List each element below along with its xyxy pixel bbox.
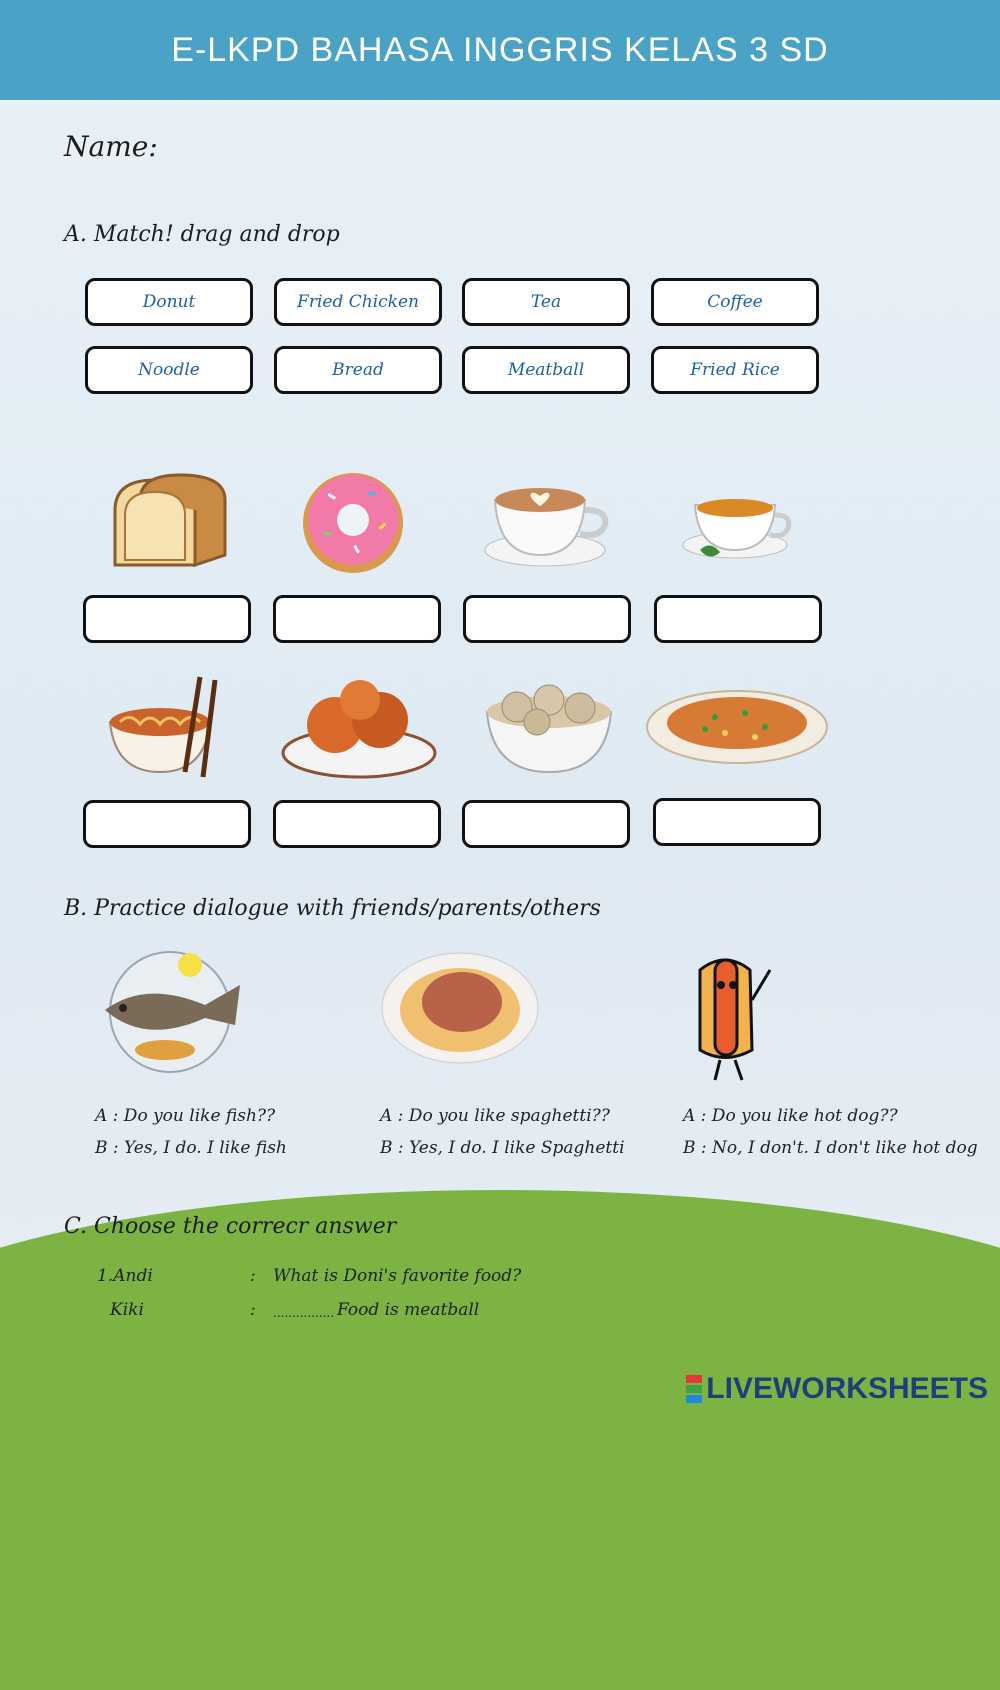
fish-image: [95, 950, 250, 1075]
section-b-title: B. Practice dialogue with friends/parents/others: [64, 896, 601, 921]
q1-speaker-1: 1.Andi: [97, 1266, 153, 1286]
name-label: Name:: [64, 130, 158, 163]
section-c-title: C. Choose the correcr answer: [64, 1214, 397, 1239]
brand-name: LIVEWORKSHEETS: [706, 1372, 988, 1405]
fried-rice-image: [645, 685, 830, 765]
word-tea[interactable]: Tea: [462, 278, 630, 326]
fried-chicken-image: [280, 675, 438, 780]
dialogue-3-a: A : Do you like hot dog??: [683, 1106, 898, 1126]
section-a-title: A. Match! drag and drop: [64, 222, 340, 247]
drop-box-coffee[interactable]: [463, 595, 631, 643]
q1-colon-1: :: [250, 1266, 256, 1286]
bread-image: [95, 470, 240, 570]
word-meatball[interactable]: Meatball: [462, 346, 630, 394]
drop-box-fried-chicken[interactable]: [273, 800, 441, 848]
page-title: E-LKPD BAHASA INGGRIS KELAS 3 SD: [171, 30, 829, 69]
dialogue-2-a: A : Do you like spaghetti??: [380, 1106, 610, 1126]
q1-answer-blank[interactable]: ................: [273, 1306, 335, 1320]
drop-box-meatball[interactable]: [462, 800, 630, 848]
dialogue-1-b: B : Yes, I do. I like fish: [95, 1138, 287, 1158]
word-noodle[interactable]: Noodle: [85, 346, 253, 394]
word-coffee[interactable]: Coffee: [651, 278, 819, 326]
q1-answer-text: Food is meatball: [337, 1300, 480, 1320]
dialogue-1-a: A : Do you like fish??: [95, 1106, 276, 1126]
dialogue-3-b: B : No, I don't. I don't like hot dog: [683, 1138, 978, 1158]
green-hill-background: [0, 1190, 1000, 1690]
hot-dog-image: [680, 950, 780, 1090]
drop-box-noodle[interactable]: [83, 800, 251, 848]
q1-speaker-2: Kiki: [110, 1300, 144, 1320]
noodle-image: [105, 672, 235, 782]
drop-box-bread[interactable]: [83, 595, 251, 643]
word-bread[interactable]: Bread: [274, 346, 442, 394]
word-donut[interactable]: Donut: [85, 278, 253, 326]
spaghetti-image: [380, 950, 540, 1065]
donut-image: [298, 470, 408, 575]
page-header: [0, 0, 1000, 100]
tea-image: [680, 480, 795, 575]
dialogue-2-b: B : Yes, I do. I like Spaghetti: [380, 1138, 625, 1158]
meatball-image: [482, 672, 617, 777]
drop-box-donut[interactable]: [273, 595, 441, 643]
liveworksheets-logo: [686, 1372, 988, 1406]
liveworksheets-logo-mark-icon: [686, 1374, 702, 1404]
word-fried-rice[interactable]: Fried Rice: [651, 346, 819, 394]
q1-colon-2: :: [250, 1300, 256, 1320]
drop-box-fried-rice[interactable]: [653, 798, 821, 846]
coffee-image: [480, 470, 615, 570]
word-fried-chicken[interactable]: Fried Chicken: [274, 278, 442, 326]
q1-question: What is Doni's favorite food?: [273, 1266, 522, 1286]
drop-box-tea[interactable]: [654, 595, 822, 643]
